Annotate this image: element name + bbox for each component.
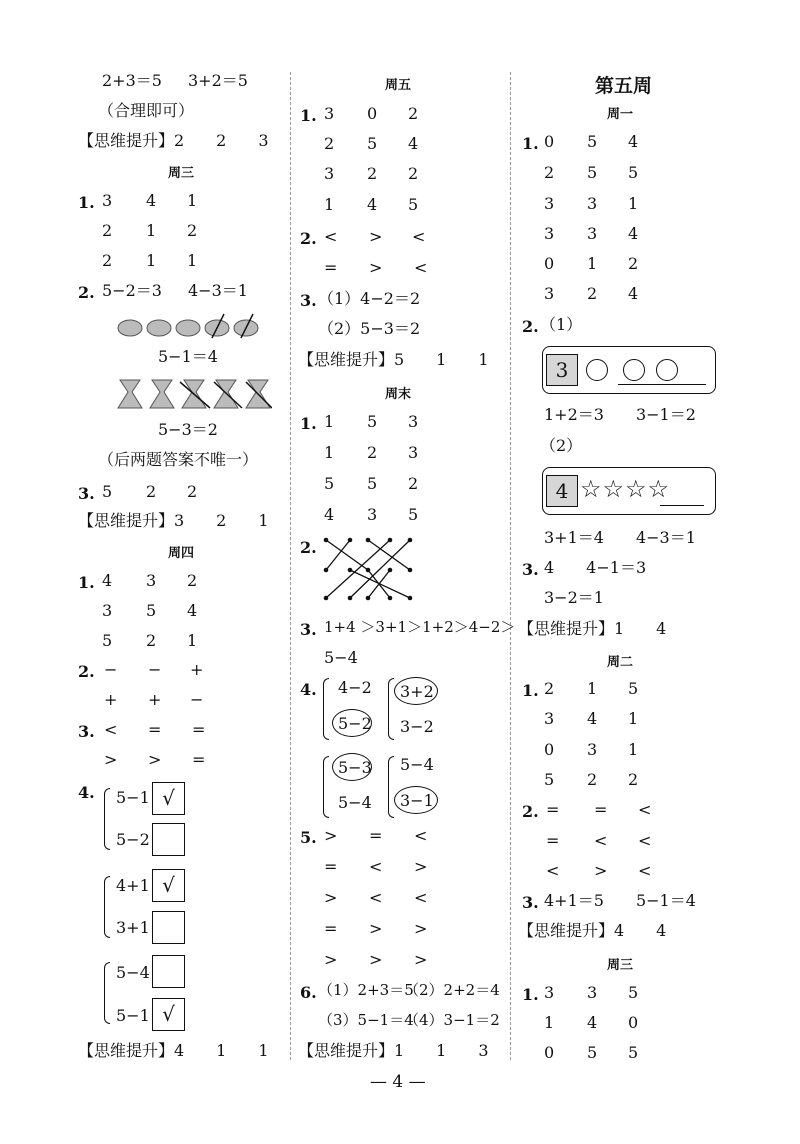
answer: 5 — [367, 474, 378, 493]
answer: 1 — [628, 709, 639, 728]
expression: 5−4 — [400, 755, 434, 774]
question-number: 1. — [78, 193, 95, 212]
equation: （1）2+3＝5 — [318, 981, 414, 999]
answer: 1 — [187, 631, 198, 650]
expression: 5−4 — [116, 963, 150, 982]
answer: 1 — [544, 1013, 555, 1032]
expression: 5−2 — [116, 830, 150, 849]
circle-icon — [656, 359, 678, 381]
answer: = — [324, 258, 338, 277]
answer: − — [104, 660, 118, 679]
equation: 4+1＝5 5−1＝4 — [544, 891, 696, 910]
expression: 5−2 — [338, 714, 372, 733]
expression: 3+2 — [400, 682, 434, 701]
expression: 5−1 — [116, 1006, 150, 1025]
thinking-answer: 【思维提升】4 4 — [518, 921, 667, 940]
answer: 2 — [544, 679, 555, 698]
thinking-answer: 【思维提升】1 1 3 — [298, 1041, 489, 1060]
expression: 3−2 — [400, 717, 434, 736]
answer: < — [324, 227, 338, 246]
answer: 2 — [187, 571, 198, 590]
answer: 2 — [408, 474, 419, 493]
answer-box — [152, 911, 185, 944]
equation: 3−2＝1 — [544, 588, 604, 607]
answer: < — [594, 831, 608, 850]
question-number: 6. — [300, 983, 317, 1002]
answer: 2 — [146, 482, 157, 501]
equation: 2+3＝5 — [102, 71, 162, 90]
answer: = — [594, 800, 608, 819]
answer: 3 — [544, 983, 555, 1002]
answer: 2 — [544, 163, 555, 182]
answer: 4 — [628, 284, 639, 303]
question-number: 4. — [300, 680, 317, 699]
matching-lines-diagram — [318, 532, 418, 604]
answer: 5 — [628, 983, 639, 1002]
answer: 1 — [628, 740, 639, 759]
star-icons: ☆☆☆☆ — [580, 475, 671, 503]
answer: > — [369, 227, 383, 246]
answer: 2 — [102, 221, 113, 240]
answer: 1 — [587, 254, 598, 273]
answer: 5 — [408, 505, 419, 524]
answer: = — [546, 800, 560, 819]
answer: < — [414, 258, 428, 277]
brace — [323, 678, 329, 740]
answer: 4 — [324, 505, 335, 524]
expression: 4+1 — [116, 876, 150, 895]
question-number: 2. — [300, 538, 317, 557]
answer: 5 — [628, 679, 639, 698]
answer: > — [594, 861, 608, 880]
answer: = — [148, 720, 162, 739]
answer: 5 — [408, 195, 419, 214]
question-number: 3. — [78, 484, 95, 503]
question-number: 3. — [78, 722, 95, 741]
answer: 5 — [628, 163, 639, 182]
expression: 5−4 — [338, 793, 372, 812]
equation: 5−1＝4 — [158, 347, 218, 366]
question-number: 5. — [300, 828, 317, 847]
answer: 1 — [324, 195, 335, 214]
answer: 2 — [102, 251, 113, 270]
answer: < — [414, 826, 428, 845]
page-number: — 4 — — [370, 1072, 426, 1092]
answer: > — [324, 826, 338, 845]
answer: < — [638, 831, 652, 850]
equation: （3）5−1＝4 — [318, 1011, 414, 1029]
answer: < — [638, 800, 652, 819]
answer: 4 — [408, 134, 419, 153]
answer: + — [190, 660, 204, 679]
answer: 2 — [628, 254, 639, 273]
answer: 4 — [628, 132, 639, 151]
answer: 3 — [544, 284, 555, 303]
answer: 5 — [367, 134, 378, 153]
equation: 1+2＝3 3−1＝2 — [544, 405, 696, 424]
question-number: 2. — [300, 229, 317, 248]
column-divider — [510, 72, 511, 1060]
brace — [388, 678, 394, 740]
answer: 5 — [367, 412, 378, 431]
answer: 1 — [587, 679, 598, 698]
answer: 4 — [587, 1013, 598, 1032]
answer: = — [192, 720, 206, 739]
answer: < — [638, 861, 652, 880]
question-number: 1. — [522, 134, 539, 153]
answer: 0 — [544, 254, 555, 273]
thinking-answer: 【思维提升】4 1 1 — [78, 1041, 269, 1060]
answer: 2 — [408, 104, 419, 123]
answer-underline — [618, 384, 706, 385]
answer: > — [148, 750, 162, 769]
answer: 2 — [324, 134, 335, 153]
brace — [388, 756, 394, 818]
answer: = — [192, 750, 206, 769]
equation: 4 4−1＝3 — [544, 558, 647, 577]
expression: 3−1 — [400, 791, 434, 810]
answer: = — [324, 857, 338, 876]
question-number: 2. — [78, 283, 95, 302]
section-heading: 周三 — [168, 166, 195, 181]
answer-box: √ — [152, 869, 185, 902]
answer-box: √ — [152, 782, 185, 815]
answer: > — [414, 950, 428, 969]
question-number: 2. — [522, 317, 539, 336]
answer: 4 — [367, 195, 378, 214]
answer-box — [152, 823, 185, 856]
equation: 4−3＝1 — [188, 281, 248, 300]
answer: 5 — [587, 132, 598, 151]
answer: 3 — [587, 194, 598, 213]
circle-icon — [586, 359, 608, 381]
answer: < — [369, 857, 383, 876]
answer: = — [546, 831, 560, 850]
answer: 4 — [187, 601, 198, 620]
note: （合理即可） — [98, 101, 195, 120]
answer: − — [190, 690, 204, 709]
answer: 3 — [102, 191, 113, 210]
answer: 4 — [628, 224, 639, 243]
answer: + — [148, 690, 162, 709]
answer: 4 — [102, 571, 113, 590]
answer: = — [324, 919, 338, 938]
section-heading: 周四 — [168, 546, 195, 561]
answer: > — [369, 919, 383, 938]
answer: 1 — [628, 194, 639, 213]
answer: 5 — [628, 1043, 639, 1062]
answer: 3 — [367, 505, 378, 524]
answer: 3 — [544, 224, 555, 243]
section-heading: 周末 — [385, 387, 412, 402]
week-title: 第五周 — [595, 75, 653, 97]
answer-underline — [660, 505, 704, 506]
number-box: 4 — [546, 475, 578, 507]
equation: 3+1＝4 4−3＝1 — [544, 528, 696, 547]
answer: 2 — [367, 164, 378, 183]
expression: 5−1 — [116, 788, 150, 807]
answer: 3 — [146, 571, 157, 590]
answer: 2 — [408, 164, 419, 183]
answer: 3 — [544, 709, 555, 728]
equation: 5−2＝3 — [102, 281, 162, 300]
thinking-answer: 【思维提升】3 2 1 — [78, 511, 269, 530]
brace — [104, 876, 110, 938]
section-heading: 周五 — [385, 78, 412, 93]
answer: 0 — [367, 104, 378, 123]
equation: 3+2＝5 — [188, 71, 248, 90]
answer: < — [414, 888, 428, 907]
answer: 1 — [187, 191, 198, 210]
answer: 2 — [146, 631, 157, 650]
answer: 5 — [587, 163, 598, 182]
answer: > — [369, 950, 383, 969]
question-number: 1. — [78, 573, 95, 592]
question-number: 1. — [300, 414, 317, 433]
answer: 3 — [102, 601, 113, 620]
answer: > — [324, 950, 338, 969]
column-divider — [290, 72, 291, 1060]
answer: − — [148, 660, 162, 679]
answer: 2 — [587, 284, 598, 303]
answer: < — [412, 227, 426, 246]
question-number: 2. — [78, 662, 95, 681]
answer: 5 — [102, 482, 113, 501]
answer: 3 — [324, 164, 335, 183]
brace — [104, 788, 110, 850]
answer: 2 — [587, 770, 598, 789]
equation: （2）5−3＝2 — [318, 319, 421, 338]
answer-box — [152, 955, 185, 988]
answer: 0 — [544, 132, 555, 151]
answer: 1 — [324, 412, 335, 431]
answer: 0 — [544, 740, 555, 759]
equation: （2）2+2＝4 — [404, 981, 500, 999]
crab-illustration — [116, 310, 266, 340]
answer: 3 — [587, 740, 598, 759]
sub-label: （2） — [540, 436, 583, 455]
answer: 3 — [587, 983, 598, 1002]
question-number: 1. — [522, 985, 539, 1004]
question-number: 4. — [78, 783, 95, 802]
answer: > — [104, 750, 118, 769]
equation: 1+4 ＞3+1＞1+2＞4−2＞ — [324, 618, 516, 636]
question-number: 1. — [522, 681, 539, 700]
question-number: 3. — [300, 291, 317, 310]
answer: 1 — [146, 251, 157, 270]
answer: 3 — [587, 224, 598, 243]
answer: 3 — [544, 194, 555, 213]
expression: 5−3 — [338, 758, 372, 777]
expression: 3+1 — [116, 918, 150, 937]
answer: 5 — [324, 474, 335, 493]
answer: < — [369, 888, 383, 907]
question-number: 3. — [300, 620, 317, 639]
sub-label: （1） — [540, 315, 583, 334]
equation: 5−4 — [324, 648, 358, 667]
expression: 4−2 — [338, 678, 372, 697]
answer: > — [414, 857, 428, 876]
answer: 5 — [587, 1043, 598, 1062]
section-heading: 周三 — [607, 958, 634, 973]
answer: 3 — [324, 104, 335, 123]
number-box: 3 — [546, 354, 578, 386]
question-number: 3. — [522, 893, 539, 912]
answer: 4 — [587, 709, 598, 728]
answer: < — [546, 861, 560, 880]
thinking-answer: 【思维提升】5 1 1 — [298, 350, 489, 369]
answer: > — [414, 919, 428, 938]
answer: 3 — [408, 443, 419, 462]
equation: （4）3−1＝2 — [404, 1011, 500, 1029]
circle-icon — [623, 359, 645, 381]
answer: 2 — [367, 443, 378, 462]
brace — [104, 962, 110, 1024]
question-number: 2. — [522, 802, 539, 821]
answer: 1 — [187, 251, 198, 270]
answer: 0 — [628, 1013, 639, 1032]
answer: 2 — [628, 770, 639, 789]
answer: 2 — [187, 221, 198, 240]
answer: 2 — [187, 482, 198, 501]
equation: 5−3＝2 — [158, 420, 218, 439]
answer: 5 — [146, 601, 157, 620]
answer: 1 — [146, 221, 157, 240]
answer: 5 — [102, 631, 113, 650]
thinking-answer: 【思维提升】1 4 — [518, 619, 667, 638]
answer: = — [369, 826, 383, 845]
answer: + — [104, 690, 118, 709]
answer: 4 — [146, 191, 157, 210]
answer: > — [324, 888, 338, 907]
question-number: 1. — [300, 106, 317, 125]
answer: < — [104, 720, 118, 739]
answer: 5 — [544, 770, 555, 789]
answer: 1 — [324, 443, 335, 462]
answer: 0 — [544, 1043, 555, 1062]
equation: （1）4−2＝2 — [318, 289, 421, 308]
question-number: 3. — [522, 560, 539, 579]
section-heading: 周一 — [607, 107, 634, 122]
answer-box: √ — [152, 998, 185, 1031]
brace — [323, 756, 329, 818]
answer: 3 — [408, 412, 419, 431]
answer: > — [369, 258, 383, 277]
section-heading: 周二 — [607, 655, 634, 670]
plant-illustration — [116, 378, 272, 410]
note: （后两题答案不唯一） — [98, 450, 259, 469]
thinking-answer: 【思维提升】2 2 3 — [78, 131, 269, 150]
